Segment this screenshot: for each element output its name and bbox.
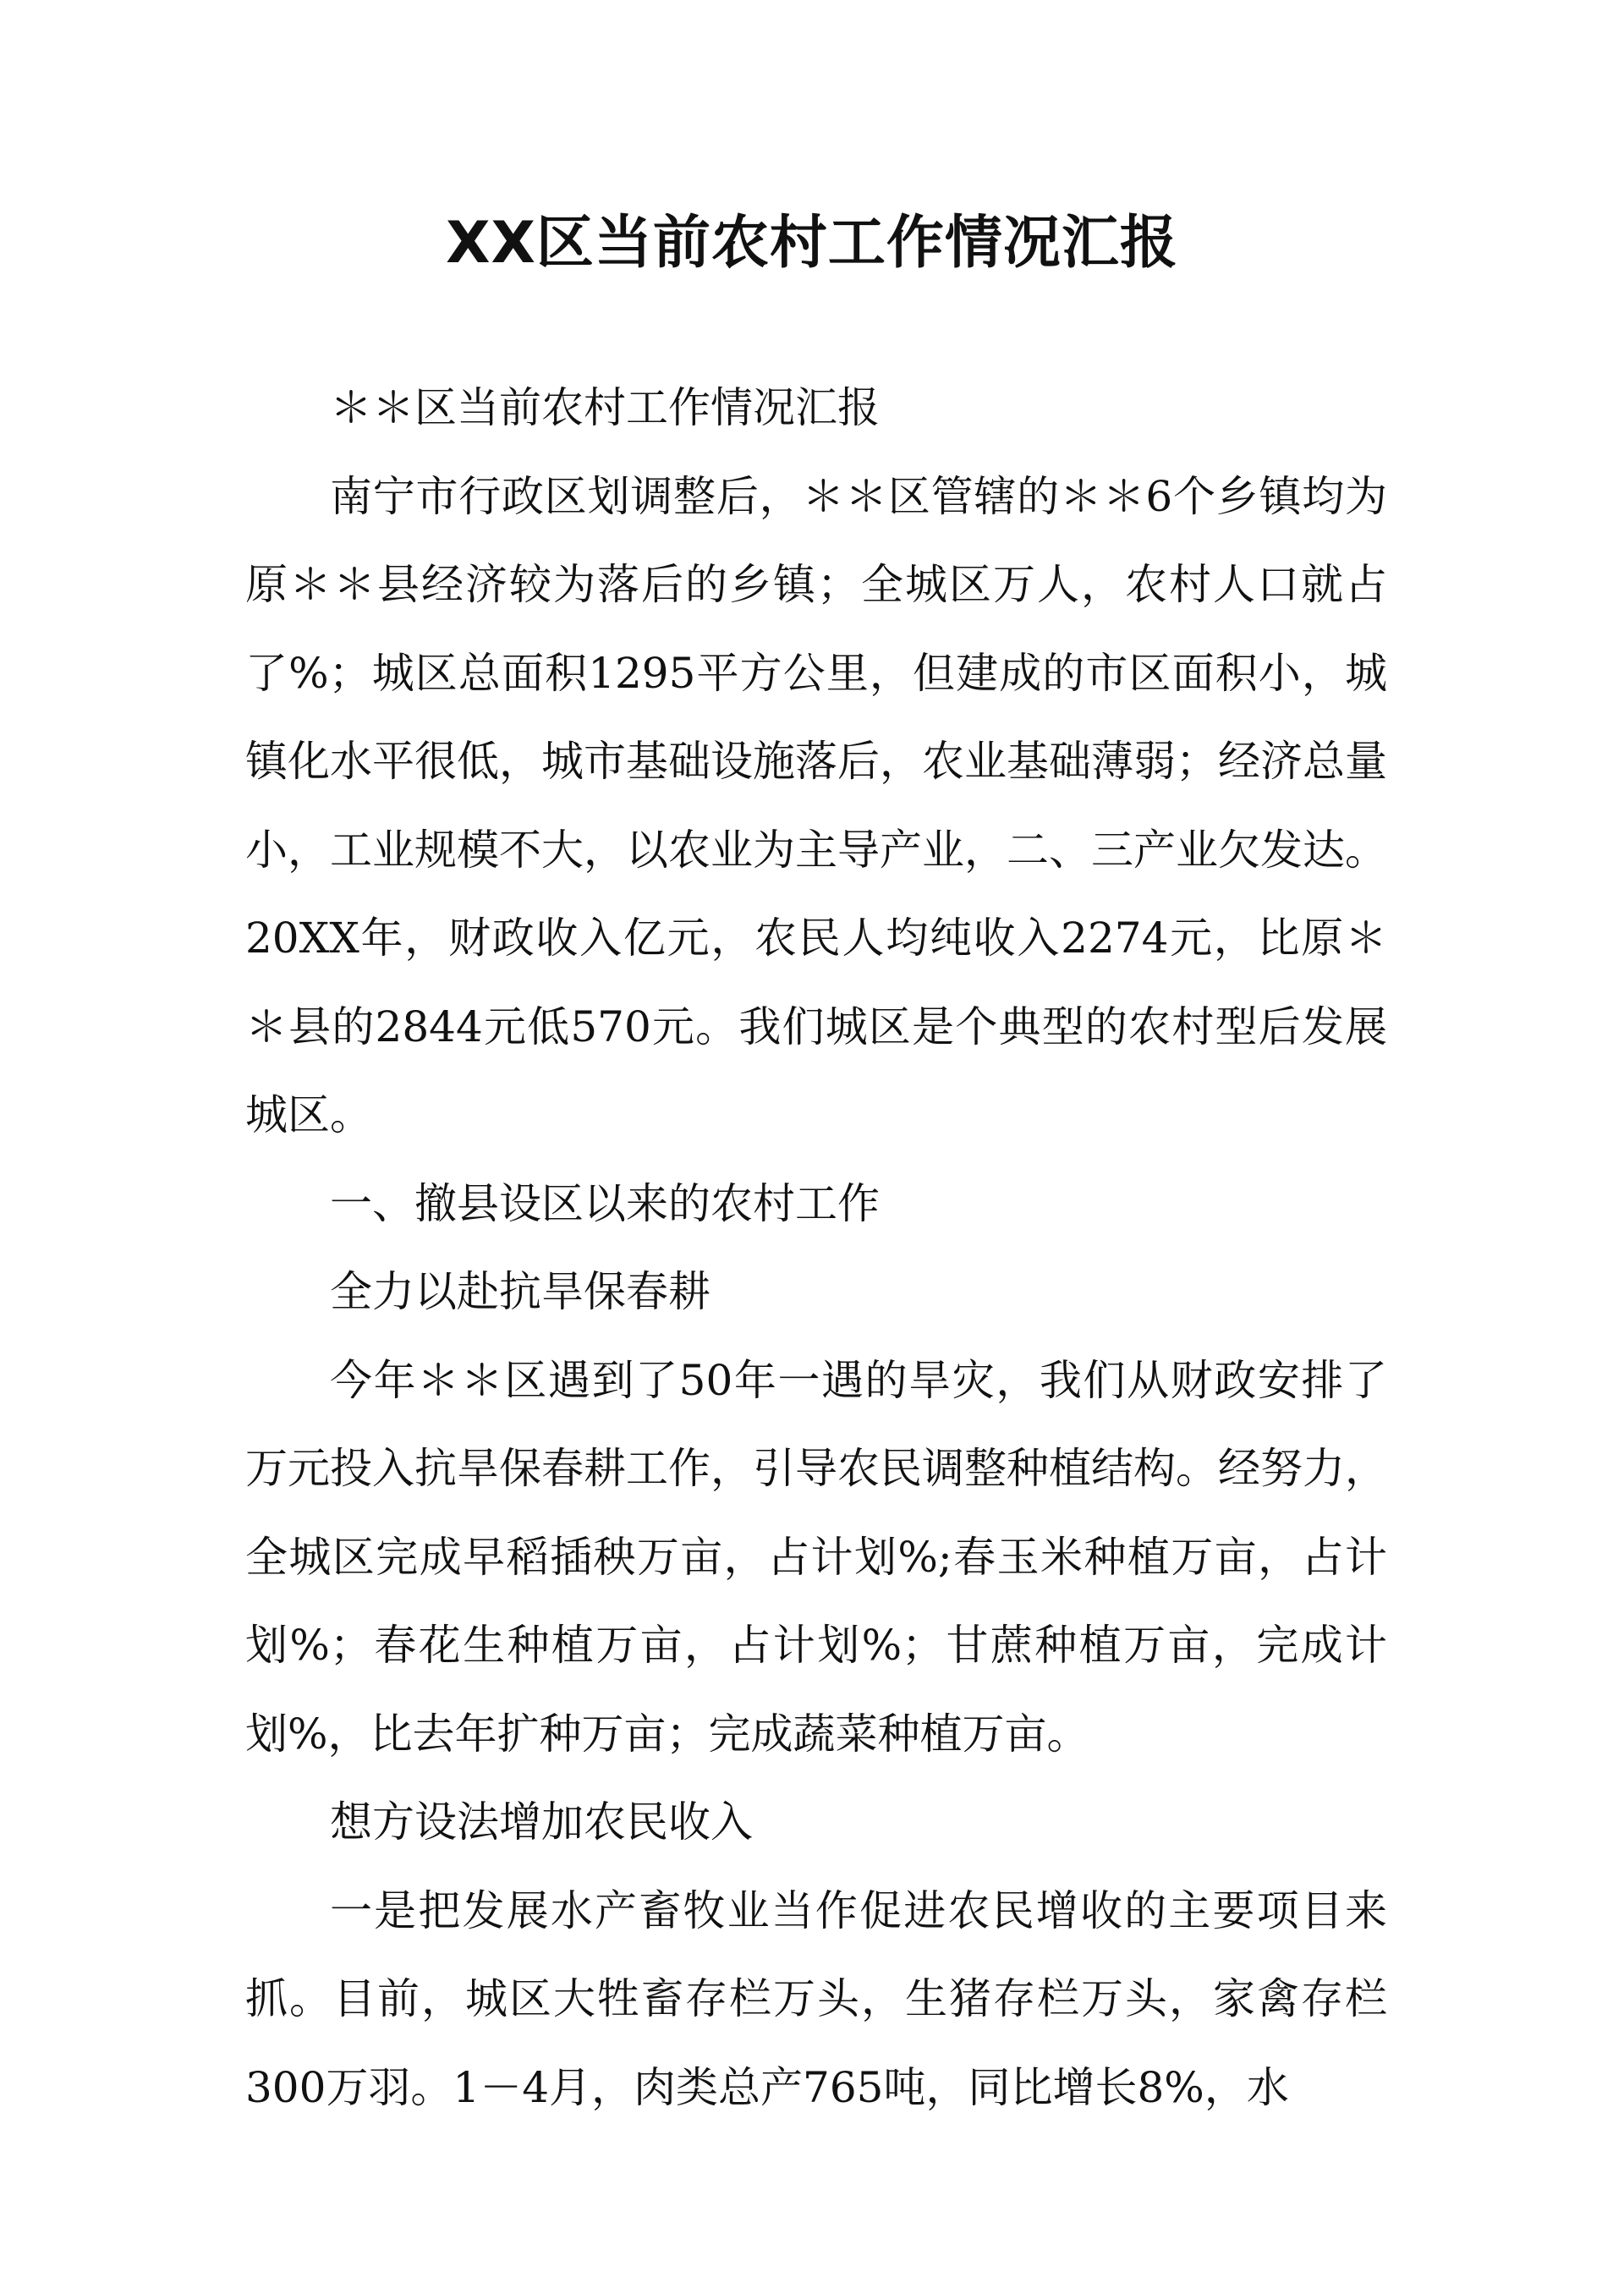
subsection-heading: 全力以赴抗旱保春耕 <box>330 1267 710 1316</box>
document-title: XX区当前农村工作情况汇报 <box>446 210 1178 277</box>
subtitle-paragraph: ＊＊区当前农村工作情况汇报 <box>330 383 880 432</box>
document-body <box>245 364 1387 2132</box>
body-paragraph: 今年＊＊区遇到了50年一遇的旱灾，我们从财政安排了万元投入抗旱保春耕工作，引导农民调整种植结构。经努力，全城区完成早稻插秧万亩，占计划%;春玉米种植万亩，占计划%；春花生种植万亩，占计划%；甘蔗种植万亩，完成计划%，比去年扩种万亩；完成蔬菜种植万亩。 <box>245 1355 1387 1759</box>
body-paragraph: 南宁市行政区划调整后，＊＊区管辖的＊＊6个乡镇均为原＊＊县经济较为落后的乡镇；全城区万人，农村人口就占了%；城区总面积1295平方公里，但建成的市区面积小，城镇化水平很低，城市基础设施落后，农业基础薄弱；经济总量小，工业规模不大，以农业为主导产业，二、三产业欠发达。20XX年，财政收入亿元，农民人均纯收入2274元，比原＊＊县的2844元低570元。我们城区是个典型的农村型后发展城区。 <box>245 471 1387 1139</box>
subsection-heading: 想方设法增加农民收入 <box>330 1797 753 1847</box>
section-heading: 一、撤县设区以来的农村工作 <box>330 1178 880 1228</box>
body-paragraph: 一是把发展水产畜牧业当作促进农民增收的主要项目来抓。目前，城区大牲畜存栏万头，生猪存栏万头，家禽存栏300万羽。1－4月，肉类总产765吨，同比增长8%，水 <box>245 1885 1387 2112</box>
